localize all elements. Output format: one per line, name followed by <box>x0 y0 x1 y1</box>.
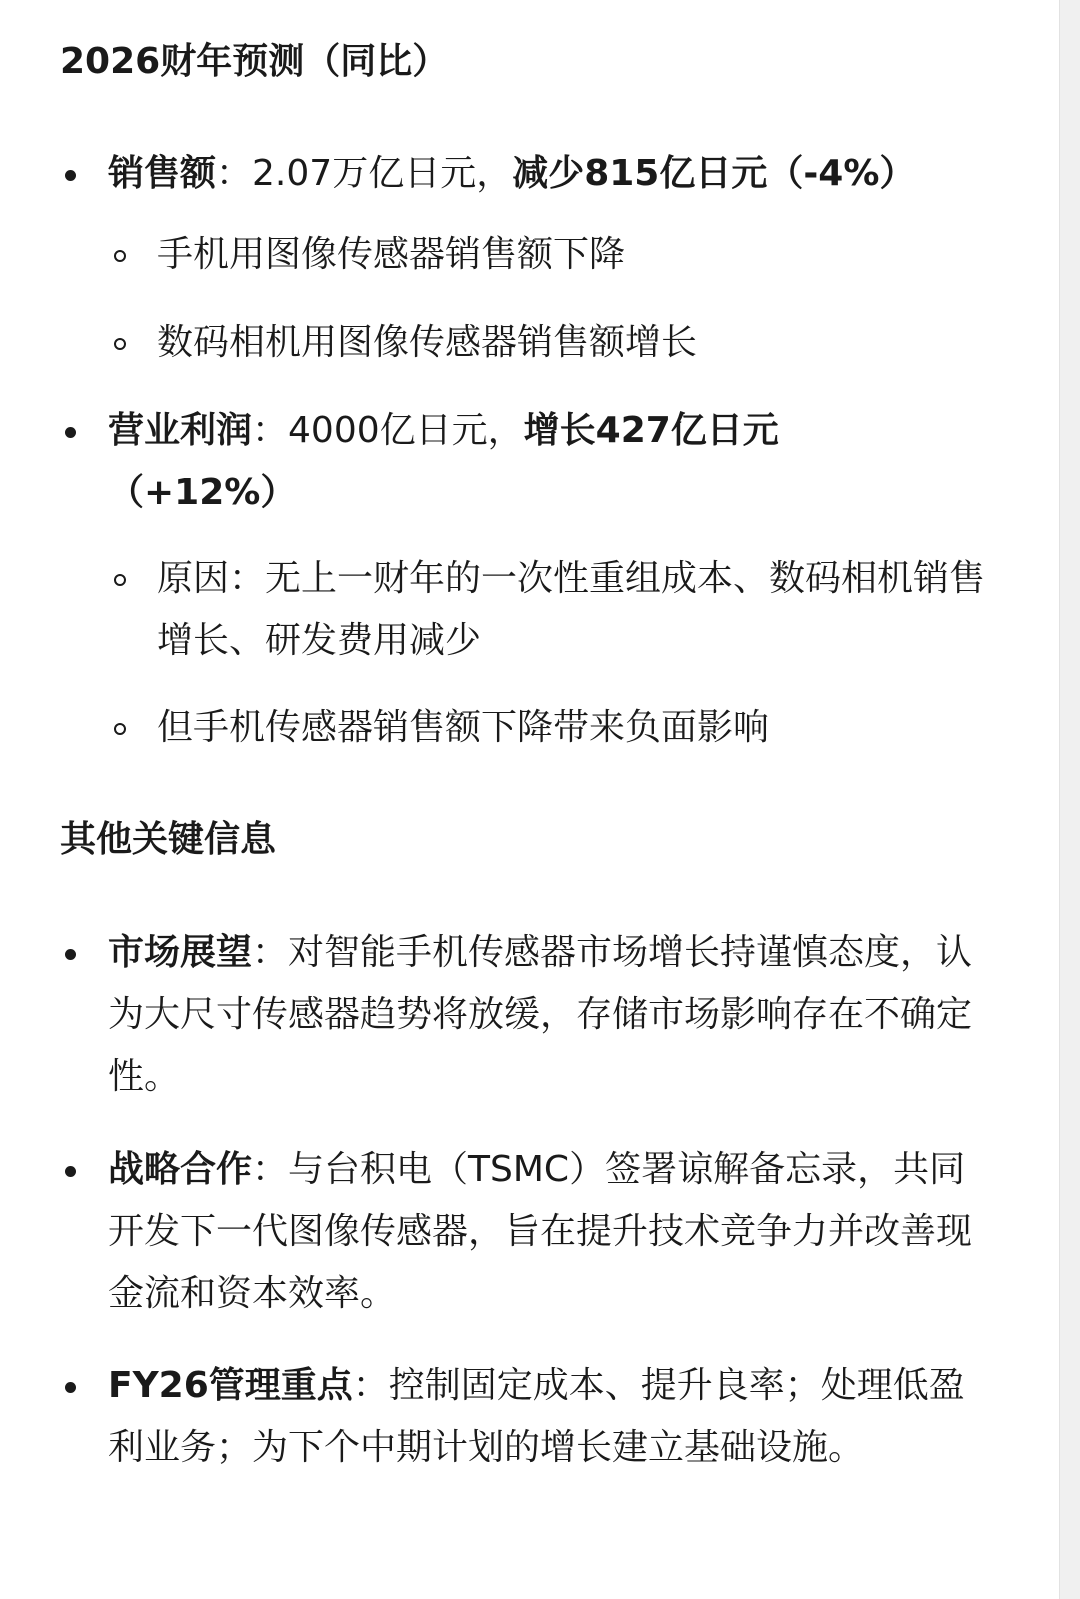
item-label: 战略合作 <box>108 1149 253 1190</box>
bullet-dot-icon <box>65 949 76 960</box>
bullet-dot-icon <box>65 1382 76 1393</box>
sales-separator: ： <box>216 153 253 194</box>
bullet-circle-icon <box>114 723 126 735</box>
item-separator: ： <box>352 1365 389 1406</box>
item-separator: ： <box>252 932 289 973</box>
bullet-dot-icon <box>65 1166 76 1177</box>
profit-change: 增长427亿日元（+12%） <box>108 410 779 513</box>
item-text: 对智能手机传感器市场增长持谨慎态度，认为大尺寸传感器趋势将放缓，存储市场影响存在不确定性。 <box>108 932 973 1097</box>
section-heading-forecast: 2026财年预测（同比） <box>60 41 449 82</box>
sub-item-text: 但手机传感器销售额下降带来负面影响 <box>157 707 770 748</box>
list-item-market-outlook <box>108 922 988 1108</box>
bullet-circle-icon <box>114 338 126 350</box>
sub-item-profit-2 <box>157 697 769 759</box>
scrollbar-track[interactable] <box>1059 0 1080 1599</box>
item-label: FY26管理重点 <box>108 1365 353 1406</box>
list-item-sales <box>108 143 915 205</box>
item-text: 控制固定成本、提升良率；处理低盈利业务；为下个中期计划的增长建立基础设施。 <box>108 1365 965 1468</box>
list-item-strategic-cooperation <box>108 1139 988 1325</box>
sales-label: 销售额 <box>108 153 217 194</box>
profit-value: 4000亿日元， <box>288 410 524 451</box>
list-item-fy26-focus <box>108 1355 998 1479</box>
item-label: 市场展望 <box>108 932 253 973</box>
sub-item-sales-1 <box>157 224 625 286</box>
profit-label: 营业利润 <box>108 410 253 451</box>
sub-item-profit-1 <box>157 548 997 672</box>
sub-item-text: 手机用图像传感器销售额下降 <box>157 234 626 275</box>
sub-item-sales-2 <box>157 312 697 374</box>
section-heading-other-info: 其他关键信息 <box>60 819 277 860</box>
item-text: 与台积电（TSMC）签署谅解备忘录，共同开发下一代图像传感器，旨在提升技术竞争力并改善现金流和资本效率。 <box>108 1149 973 1314</box>
sub-item-text: 原因：无上一财年的一次性重组成本、数码相机销售增长、研发费用减少 <box>157 558 986 661</box>
list-item-operating-profit <box>108 400 868 524</box>
profit-separator: ： <box>252 410 289 451</box>
bullet-dot-icon <box>65 170 76 181</box>
bullet-dot-icon <box>65 427 76 438</box>
bullet-circle-icon <box>114 250 126 262</box>
sales-value: 2.07万亿日元， <box>252 153 513 194</box>
bullet-circle-icon <box>114 574 126 586</box>
sub-item-text: 数码相机用图像传感器销售额增长 <box>157 322 698 363</box>
sales-change: 减少815亿日元（-4%） <box>512 153 916 194</box>
item-separator: ： <box>252 1149 289 1190</box>
